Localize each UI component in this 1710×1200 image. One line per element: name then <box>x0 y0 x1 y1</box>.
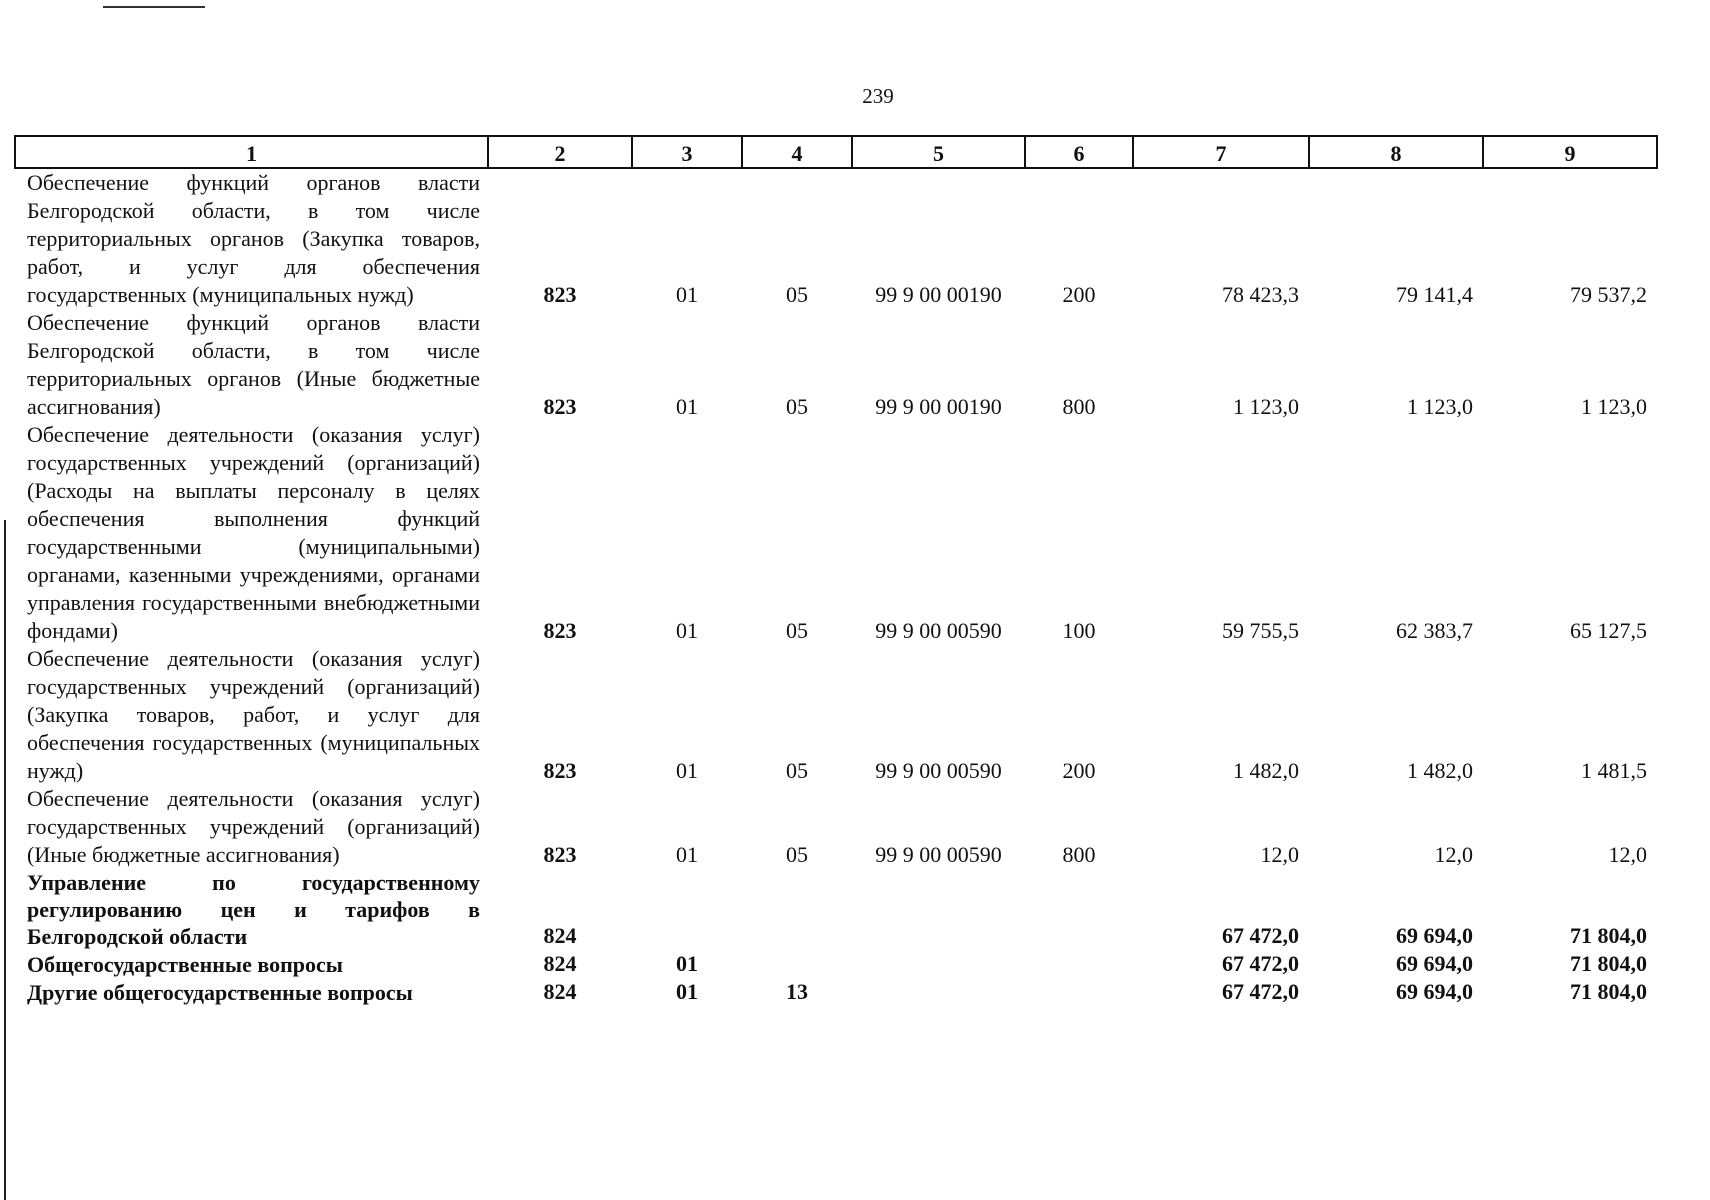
table-row <box>15 978 1657 1006</box>
cell-gr: 823 <box>543 394 577 419</box>
header-col-6: 6 <box>1025 136 1133 168</box>
row-name: Обеспечение деятельности (оказания услуг) государственных учреждений (организаций) (Расходы на выплаты персоналу в целях обеспечения выполнения функций государственными (муниципальными) органами, казенными учреждениями, органами управления государственными внебюджетными фондами) <box>27 422 480 643</box>
cell-year2: 79 141,4 <box>1396 282 1473 307</box>
cell-year3: 65 127,5 <box>1570 618 1647 643</box>
cell-year2: 12,0 <box>1434 842 1473 867</box>
row-name: Обеспечение функций органов власти Белгородской области, в том числе территориальных органов (Иные бюджетные ассигнования) <box>27 310 480 419</box>
cell-gr: 823 <box>543 618 577 643</box>
cell-vr: 200 <box>1062 758 1096 783</box>
cell-vr: 200 <box>1062 282 1096 307</box>
cell-pr <box>742 950 852 978</box>
cell-vr: 800 <box>1062 842 1096 867</box>
cell-csr: 99 9 00 00190 <box>875 282 1002 307</box>
cell-rz: 01 <box>676 618 698 643</box>
cell-vr <box>1025 950 1133 978</box>
cell-year2: 69 694,0 <box>1396 951 1473 976</box>
cell-pr: 05 <box>786 618 808 643</box>
top-rule <box>103 6 205 8</box>
cell-year2: 1 123,0 <box>1407 394 1473 419</box>
cell-rz: 01 <box>676 842 698 867</box>
header-col-2: 2 <box>488 136 632 168</box>
table-row <box>15 168 1657 309</box>
cell-csr: 99 9 00 00190 <box>875 394 1002 419</box>
header-col-5: 5 <box>852 136 1025 168</box>
table-row <box>15 309 1657 421</box>
cell-pr: 05 <box>786 394 808 419</box>
cell-year1: 67 472,0 <box>1222 951 1299 976</box>
table-row <box>15 645 1657 785</box>
cell-csr <box>852 950 1025 978</box>
cell-gr: 824 <box>543 923 577 948</box>
header-col-8: 8 <box>1309 136 1483 168</box>
page-number: 239 <box>862 84 894 108</box>
cell-year3: 1 481,5 <box>1581 758 1647 783</box>
cell-vr <box>1025 869 1133 950</box>
table-row <box>15 785 1657 869</box>
cell-vr: 100 <box>1062 618 1096 643</box>
cell-rz: 01 <box>676 951 698 976</box>
cell-year3: 71 804,0 <box>1570 951 1647 976</box>
cell-year3: 71 804,0 <box>1570 923 1647 948</box>
cell-gr: 823 <box>543 842 577 867</box>
cell-csr: 99 9 00 00590 <box>875 618 1002 643</box>
cell-vr: 800 <box>1062 394 1096 419</box>
cell-csr <box>852 869 1025 950</box>
cell-year1: 67 472,0 <box>1222 923 1299 948</box>
cell-rz <box>632 869 742 950</box>
cell-year2: 62 383,7 <box>1396 618 1473 643</box>
row-name: Обеспечение функций органов власти Белгородской области, в том числе территориальных органов (Закупка товаров, работ, и услуг для обеспечения государственных (муниципальных нужд) <box>27 170 480 307</box>
budget-table <box>14 135 1658 1006</box>
cell-vr <box>1025 978 1133 1006</box>
header-col-3: 3 <box>632 136 742 168</box>
cell-year1: 1 123,0 <box>1233 394 1299 419</box>
row-name: Обеспечение деятельности (оказания услуг) государственных учреждений (организаций) (Иные бюджетные ассигнования) <box>27 786 480 867</box>
table-row <box>15 421 1657 645</box>
cell-year3: 71 804,0 <box>1570 979 1647 1004</box>
cell-pr: 05 <box>786 842 808 867</box>
cell-csr: 99 9 00 00590 <box>875 758 1002 783</box>
cell-rz: 01 <box>676 758 698 783</box>
cell-year1: 78 423,3 <box>1222 282 1299 307</box>
cell-rz: 01 <box>676 979 698 1004</box>
cell-gr: 823 <box>543 758 577 783</box>
cell-rz: 01 <box>676 282 698 307</box>
cell-csr <box>852 978 1025 1006</box>
cell-year1: 59 755,5 <box>1222 618 1299 643</box>
cell-year2: 69 694,0 <box>1396 923 1473 948</box>
row-name: Другие общегосударственные вопросы <box>27 980 413 1005</box>
cell-gr: 823 <box>543 282 577 307</box>
header-col-1: 1 <box>15 136 488 168</box>
cell-pr: 05 <box>786 758 808 783</box>
header-col-7: 7 <box>1133 136 1309 168</box>
cell-year1: 67 472,0 <box>1222 979 1299 1004</box>
cell-pr: 05 <box>786 282 808 307</box>
cell-year2: 1 482,0 <box>1407 758 1473 783</box>
header-col-4: 4 <box>742 136 852 168</box>
cell-pr: 13 <box>786 979 808 1004</box>
header-col-9: 9 <box>1483 136 1657 168</box>
cell-year1: 1 482,0 <box>1233 758 1299 783</box>
cell-csr: 99 9 00 00590 <box>875 842 1002 867</box>
cell-gr: 824 <box>543 951 577 976</box>
cell-year2: 69 694,0 <box>1396 979 1473 1004</box>
row-name: Обеспечение деятельности (оказания услуг) государственных учреждений (организаций) (Закупка товаров, работ, и услуг для обеспечения государственных (муниципальных нужд) <box>27 646 480 783</box>
cell-year3: 12,0 <box>1608 842 1647 867</box>
cell-gr: 824 <box>543 979 577 1004</box>
cell-pr <box>742 869 852 950</box>
cell-year3: 1 123,0 <box>1581 394 1647 419</box>
table-row <box>15 869 1657 950</box>
cell-year1: 12,0 <box>1260 842 1299 867</box>
header-row <box>15 136 1657 168</box>
row-name: Управление по государственному регулированию цен и тарифов в Белгородской области <box>27 870 480 949</box>
table-row <box>15 950 1657 978</box>
row-name: Общегосударственные вопросы <box>27 952 343 977</box>
cell-rz: 01 <box>676 394 698 419</box>
left-margin-rule <box>4 520 6 1200</box>
cell-year3: 79 537,2 <box>1570 282 1647 307</box>
